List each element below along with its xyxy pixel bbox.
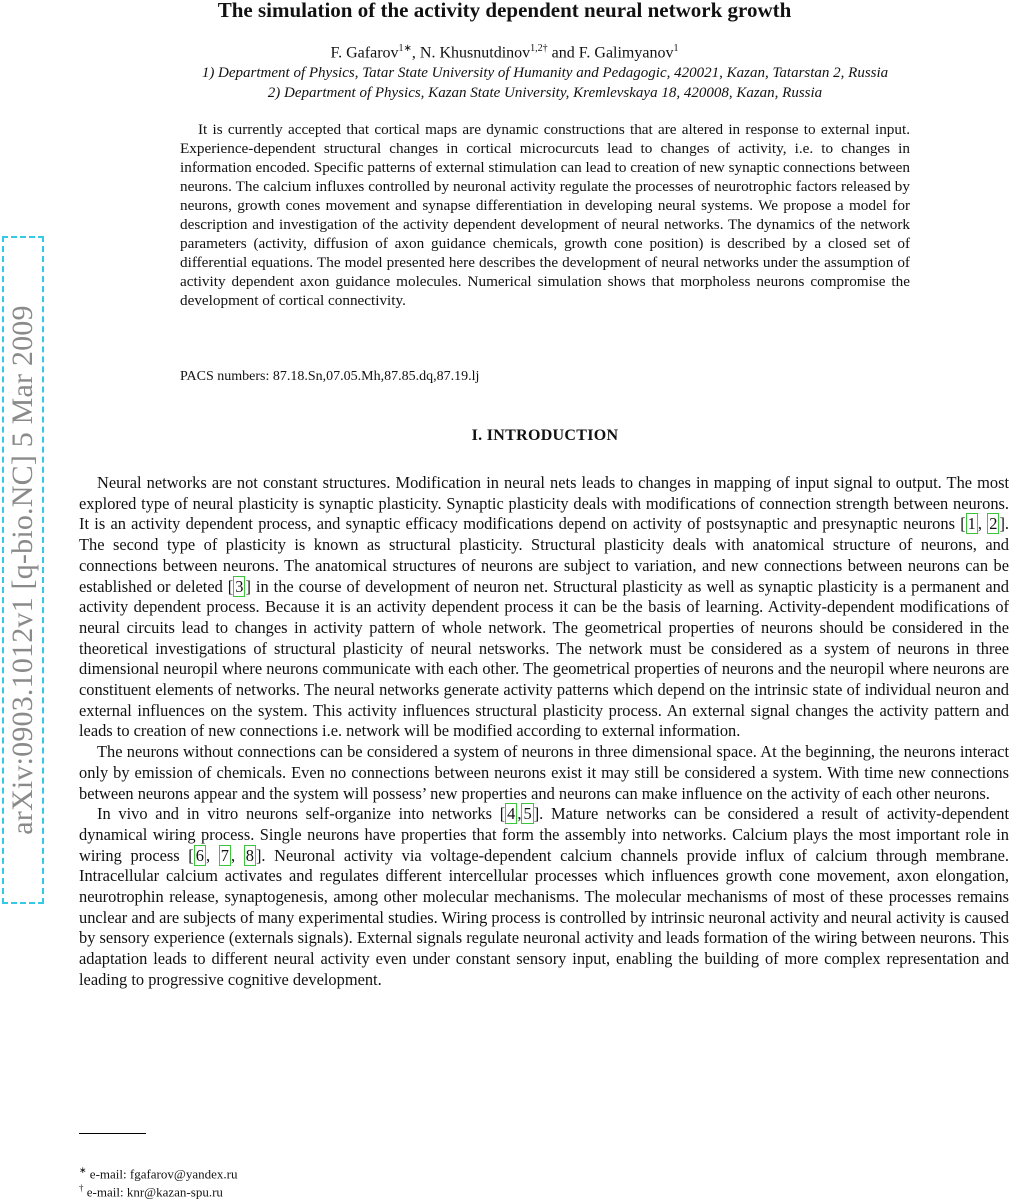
citation-link[interactable]: 3 bbox=[235, 576, 244, 596]
intro-paragraph-3: In vivo and in vitro neurons self-organize into networks [ 4 , 5 ]. Mature networks can be considered a result of activity-dependent dynamical wiring process. Single neurons have properties that form the assembly into networks. Calcium plays the most important role in wiring process [ 6 , 7 , 8 ]. Neuronal activity via voltage-dependent calcium channels provide influx of calcium through membrane. Intracellular calcium activates and regulates different intercellular processes which influences growth cone movement, axon elongation, neurotrophin release, synaptogenesis, among other molecular mechanisms. The molecular mechanisms of most of these processes remains unclear and are subjects of many experimental studies. Wiring process is controlled by intrinsic neuronal activity and neural activity is caused by sensory experience (externals signals). External signals regulate neuronal activity and leads formation of the wiring between neurons. This adaptation leads to different neural activity even under constant sensory input, enabling the building of more complex representation and leading to progressive cognitive development. bbox=[79, 804, 1009, 989]
author-list bbox=[0, 43, 1009, 62]
footnote-text: e-mail: knr@kazan-spu.ru bbox=[83, 1184, 223, 1200]
author-name: F. Galimyanov bbox=[578, 44, 674, 62]
footnote-1 bbox=[79, 1165, 237, 1182]
author-name: F. Gafarov bbox=[330, 44, 399, 62]
intro-paragraph-2: The neurons without connections can be considered a system of neurons in three dimensional space. At the beginning, the neurons interact only by emission of chemicals. Even no connections between neurons exist it may still be considered a system. With time new connections between neurons appear and the system will possess’ new properties and neurons can make influence on the activity of each other neurons. bbox=[79, 742, 1009, 803]
citation-link[interactable]: 7 bbox=[220, 845, 229, 865]
citation-link[interactable]: 2 bbox=[989, 514, 998, 534]
citation-link[interactable]: 1 bbox=[967, 514, 976, 534]
abstract: It is currently accepted that cortical maps are dynamic constructions that are altered in response to external input. Experience-dependent structural changes in cortical microcurcuts lead to changes of activity, i.e. to changes in information encoded. Specific patterns of external stimulation can lead to creation of new synaptic connections between neurons. The calcium influxes controlled by neuronal activity regulate the processes of neurotrophic factors released by neurons, growth cones movement and synapse differentiation in developing neural systems. We propose a model for description and investigation of the activity dependent development of neural networks. The dynamics of the network parameters (activity, diffusion of axon guidance chemicals, growth cone position) is described by a closed set of differential equations. The model presented here describes the development of neural networks under the assumption of activity dependent axon guidance molecules. Numerical simulation shows that morpholess neurons compromise the development of cortical connectivity. bbox=[180, 121, 910, 309]
paper-title: The simulation of the activity dependent neural network growth bbox=[217, 0, 792, 22]
citation-link[interactable]: 6 bbox=[195, 845, 204, 865]
footnote-rule bbox=[79, 1133, 146, 1134]
citation-link[interactable]: 5 bbox=[523, 804, 532, 824]
arxiv-stamp bbox=[2, 236, 44, 904]
citation-link[interactable]: 8 bbox=[245, 845, 254, 865]
footnote-text: e-mail: fgafarov@yandex.ru bbox=[86, 1166, 238, 1182]
citation-link[interactable]: 4 bbox=[507, 804, 516, 824]
footnote-mark: ∗ bbox=[79, 1165, 87, 1175]
author-affiliation-mark: 1∗ bbox=[398, 43, 412, 54]
affiliation-2: 2) Department of Physics, Kazan State University, Kremlevskaya 18, 420008, Kazan, Russia bbox=[267, 85, 823, 101]
author-affiliation-mark: 1 bbox=[673, 43, 679, 54]
body-text bbox=[79, 473, 1009, 991]
arxiv-id: arXiv:0903.1012v1 [q-bio.NC] 5 Mar 2009 bbox=[6, 305, 39, 835]
author-affiliation-mark: 1,2† bbox=[530, 43, 548, 54]
footnote-2 bbox=[79, 1183, 223, 1200]
author-separator: and bbox=[547, 44, 579, 62]
author-name: N. Khusnutdinov bbox=[419, 44, 531, 62]
section-heading: I. INTRODUCTION bbox=[471, 427, 619, 444]
footnote-mark: † bbox=[79, 1183, 84, 1193]
intro-paragraph-1: Neural networks are not constant structures. Modification in neural nets leads to changes in mapping of input signal to output. The most explored type of neural plasticity is synaptic plasticity. Synaptic plasticity deals with modifications of connection strength between neurons. It is an activity dependent process, and synaptic efficacy modifications depend on activity of postsynaptic and presynaptic neurons [ 1 , 2 ]. The second type of plasticity is known as structural plasticity. Structural plasticity deals with anatomical structure of neurons, and connections between neurons. The anatomical structures of neurons are subject to variation, and new connections between neurons can be established or deleted [ 3 ] in the course of development of neuron net. Structural plasticity as well as synaptic plasticity is a permanent and activity dependent process. Because it is an activity dependent process it can be the basis of learning. Activity-dependent modifications of neural circuits lead to changes in activity pattern of whole network. The geometrical properties of neurons should be considered in the theoretical investigations of structural plasticity of neural netsworks. The network must be considered as a system of neurons in three dimensional neuropil where neurons communicate with each other. The geometrical properties of neurons and the neuropil where neurons are constituent elements of networks. The neural networks generate activity patterns which depend on the intrinsic state of individual neuron and external influences on the system. This activity influences structural plasticity process. An external signal changes the activity pattern and leads to creation of new connections i.e. network will be modified according to external information. bbox=[79, 473, 1009, 741]
author-separator: , bbox=[411, 44, 420, 62]
pacs-numbers: PACS numbers: 87.18.Sn,07.05.Mh,87.85.dq,87.19.lj bbox=[180, 369, 480, 384]
affiliation-1: 1) Department of Physics, Tatar State University of Humanity and Pedagogic, 420021, Kazan, Tatarstan 2, Russia bbox=[201, 65, 889, 81]
